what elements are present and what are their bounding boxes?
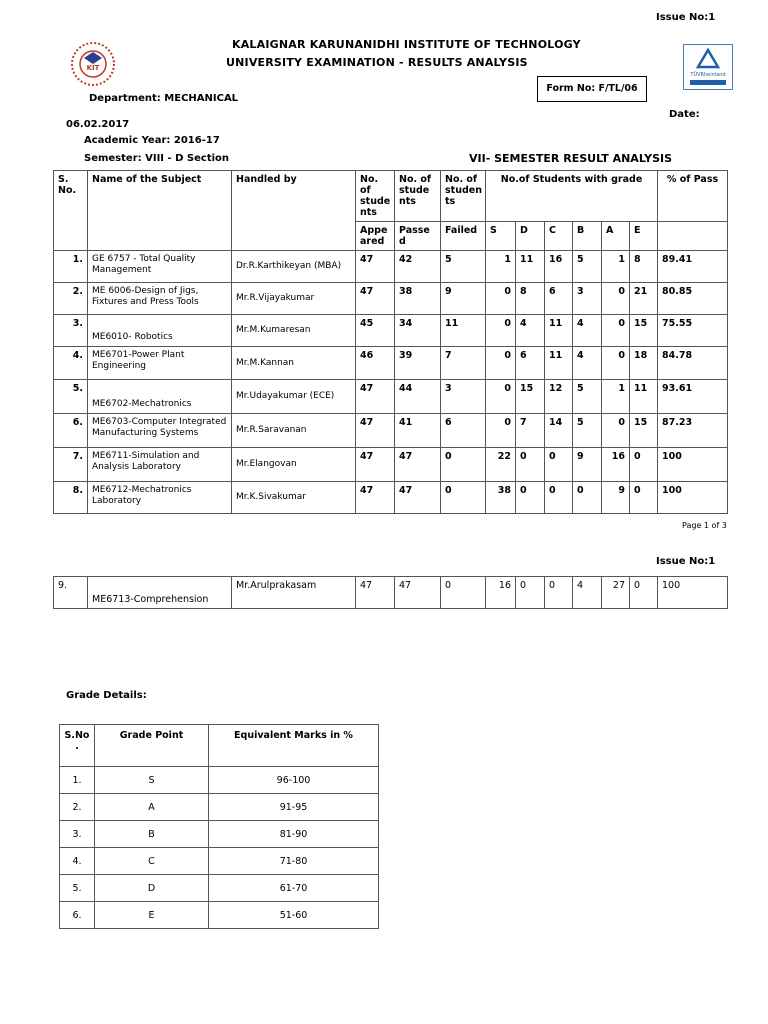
cell-b: 5 <box>573 414 602 448</box>
cell-pct: 100 <box>658 482 728 514</box>
table-row <box>54 251 728 283</box>
grade-cell-sno: 1. <box>60 767 95 794</box>
cell-d: 8 <box>516 283 545 315</box>
date-value: 06.02.2017 <box>66 119 130 130</box>
cell-d: 0 <box>516 577 545 609</box>
cell-s: 16 <box>486 577 516 609</box>
grade-cell-sno: 6. <box>60 902 95 929</box>
cell-a: 1 <box>602 380 630 414</box>
cell-a: 0 <box>602 315 630 347</box>
page-footer: Page 1 of 3 <box>682 521 727 530</box>
tuv-certification-logo <box>683 44 733 90</box>
cell-passed: 34 <box>395 315 441 347</box>
cell-pct: 75.55 <box>658 315 728 347</box>
cell-d: 15 <box>516 380 545 414</box>
cell-handled: Mr.R.Saravanan <box>232 414 356 448</box>
cell-b: 9 <box>573 448 602 482</box>
cell-pct: 84.78 <box>658 347 728 380</box>
grade-cell-point: S <box>95 767 209 794</box>
cell-passed: 42 <box>395 251 441 283</box>
grade-cell-sno: 2. <box>60 794 95 821</box>
cell-s: 0 <box>486 347 516 380</box>
header-grade-b: B <box>573 222 602 251</box>
cell-subject: GE 6757 - Total Quality Management <box>88 251 232 283</box>
header-grade-s: S <box>486 222 516 251</box>
cell-handled: Mr.M.Kannan <box>232 347 356 380</box>
grade-cell-sno: 3. <box>60 821 95 848</box>
cell-sno: 7. <box>54 448 88 482</box>
grade-cell-point: E <box>95 902 209 929</box>
cell-pct: 89.41 <box>658 251 728 283</box>
grade-cell-marks: 51-60 <box>209 902 379 929</box>
table-row <box>54 380 728 414</box>
cell-passed: 41 <box>395 414 441 448</box>
cell-failed: 0 <box>441 482 486 514</box>
header-grade-group: No.of Students with grade <box>486 171 658 222</box>
cell-subject: ME6713-Comprehension <box>88 577 232 609</box>
grade-cell-point: A <box>95 794 209 821</box>
grade-row <box>60 848 379 875</box>
cell-a: 16 <box>602 448 630 482</box>
cell-d: 0 <box>516 448 545 482</box>
cell-subject: ME6701-Power Plant Engineering <box>88 347 232 380</box>
grade-row <box>60 794 379 821</box>
cell-handled: Dr.R.Karthikeyan (MBA) <box>232 251 356 283</box>
analysis-title: VII- SEMESTER RESULT ANALYSIS <box>469 152 673 165</box>
header-handled-by: Handled by <box>232 171 356 251</box>
header-failed-top: No. of studen ts <box>441 171 486 222</box>
cell-e: 0 <box>630 482 658 514</box>
cell-failed: 0 <box>441 577 486 609</box>
header-pass-empty <box>658 222 728 251</box>
cell-appeared: 47 <box>356 577 395 609</box>
cell-pct: 80.85 <box>658 283 728 315</box>
cell-e: 18 <box>630 347 658 380</box>
grade-cell-point: C <box>95 848 209 875</box>
cell-pct: 87.23 <box>658 414 728 448</box>
grade-details-title: Grade Details: <box>66 690 147 701</box>
cell-pct: 100 <box>658 577 728 609</box>
cell-failed: 11 <box>441 315 486 347</box>
cell-appeared: 47 <box>356 251 395 283</box>
cell-s: 1 <box>486 251 516 283</box>
results-table-continued <box>53 576 728 609</box>
cell-c: 12 <box>545 380 573 414</box>
cell-c: 6 <box>545 283 573 315</box>
svg-text:KIT: KIT <box>86 64 100 72</box>
cell-c: 14 <box>545 414 573 448</box>
table-row <box>54 283 728 315</box>
header-failed: Failed <box>441 222 486 251</box>
header-passed-top: No. of stude nts <box>395 171 441 222</box>
cell-passed: 39 <box>395 347 441 380</box>
cell-subject: ME6703-Computer Integrated Manufacturing Systems <box>88 414 232 448</box>
institute-logo <box>60 38 126 86</box>
table-row <box>54 347 728 380</box>
grade-cell-marks: 71-80 <box>209 848 379 875</box>
cell-b: 3 <box>573 283 602 315</box>
grade-row <box>60 902 379 929</box>
results-table <box>53 170 728 514</box>
cell-b: 5 <box>573 380 602 414</box>
grade-cell-point: B <box>95 821 209 848</box>
cell-c: 0 <box>545 577 573 609</box>
cell-c: 11 <box>545 315 573 347</box>
cell-s: 0 <box>486 414 516 448</box>
header-appeared-top: No. of stude nts <box>356 171 395 222</box>
header-sno: S. No. <box>54 171 88 251</box>
academic-year: Academic Year: 2016-17 <box>84 135 220 146</box>
form-number-box: Form No: F/TL/06 <box>537 76 647 102</box>
cell-subject: ME6712-Mechatronics Laboratory <box>88 482 232 514</box>
cell-passed: 47 <box>395 448 441 482</box>
header-grade-c: C <box>545 222 573 251</box>
date-label: Date: <box>669 109 700 120</box>
cell-sno: 2. <box>54 283 88 315</box>
cell-sno: 3. <box>54 315 88 347</box>
cell-e: 8 <box>630 251 658 283</box>
institute-name: KALAIGNAR KARUNANIDHI INSTITUTE OF TECHNOLOGY <box>232 38 581 51</box>
cell-sno: 1. <box>54 251 88 283</box>
cell-handled: Mr.Arulprakasam <box>232 577 356 609</box>
semester-section: Semester: VIII - D Section <box>84 153 230 164</box>
cell-passed: 44 <box>395 380 441 414</box>
cell-b: 4 <box>573 347 602 380</box>
header-grade-e: E <box>630 222 658 251</box>
svg-text:TÜVRheinland: TÜVRheinland <box>690 72 726 78</box>
grade-cell-marks: 91-95 <box>209 794 379 821</box>
issue-number: Issue No:1 <box>656 12 716 23</box>
cell-c: 0 <box>545 448 573 482</box>
cell-appeared: 47 <box>356 482 395 514</box>
table-row <box>54 577 728 609</box>
cell-sno: 5. <box>54 380 88 414</box>
results-body <box>54 251 728 514</box>
cell-appeared: 47 <box>356 448 395 482</box>
cell-c: 0 <box>545 482 573 514</box>
cell-appeared: 47 <box>356 414 395 448</box>
cell-appeared: 45 <box>356 315 395 347</box>
grade-row <box>60 875 379 902</box>
cell-a: 0 <box>602 347 630 380</box>
cell-a: 27 <box>602 577 630 609</box>
cell-handled: Mr.K.Sivakumar <box>232 482 356 514</box>
grade-cell-marks: 96-100 <box>209 767 379 794</box>
cell-failed: 0 <box>441 448 486 482</box>
cell-handled: Mr.M.Kumaresan <box>232 315 356 347</box>
cell-failed: 5 <box>441 251 486 283</box>
cell-pct: 93.61 <box>658 380 728 414</box>
grade-cell-sno: 5. <box>60 875 95 902</box>
cell-b: 4 <box>573 315 602 347</box>
cell-sno: 6. <box>54 414 88 448</box>
cell-a: 0 <box>602 414 630 448</box>
cell-b: 4 <box>573 577 602 609</box>
header-pass-percent: % of Pass <box>658 171 728 222</box>
cell-c: 16 <box>545 251 573 283</box>
header-passed: Passe d <box>395 222 441 251</box>
cell-appeared: 47 <box>356 380 395 414</box>
cell-subject: ME 6006-Design of Jigs, Fixtures and Press Tools <box>88 283 232 315</box>
cell-e: 21 <box>630 283 658 315</box>
cell-sno: 8. <box>54 482 88 514</box>
cell-failed: 7 <box>441 347 486 380</box>
header-appeared: Appe ared <box>356 222 395 251</box>
cell-sno: 4. <box>54 347 88 380</box>
cell-sno: 9. <box>54 577 88 609</box>
cell-s: 38 <box>486 482 516 514</box>
cell-d: 6 <box>516 347 545 380</box>
cell-d: 7 <box>516 414 545 448</box>
cell-d: 4 <box>516 315 545 347</box>
table-row <box>54 448 728 482</box>
department: Department: MECHANICAL <box>89 93 239 104</box>
table-row <box>54 482 728 514</box>
cell-passed: 47 <box>395 482 441 514</box>
cell-passed: 47 <box>395 577 441 609</box>
cell-d: 11 <box>516 251 545 283</box>
header-grade-a: A <box>602 222 630 251</box>
cell-e: 0 <box>630 448 658 482</box>
cell-s: 0 <box>486 283 516 315</box>
table-row <box>54 315 728 347</box>
report-subtitle: UNIVERSITY EXAMINATION - RESULTS ANALYSIS <box>226 56 528 69</box>
grade-header-point: Grade Point <box>95 725 209 767</box>
cell-pct: 100 <box>658 448 728 482</box>
grade-cell-point: D <box>95 875 209 902</box>
cell-subject: ME6711-Simulation and Analysis Laboratory <box>88 448 232 482</box>
cell-a: 9 <box>602 482 630 514</box>
cell-a: 1 <box>602 251 630 283</box>
cell-passed: 38 <box>395 283 441 315</box>
header-subject: Name of the Subject <box>88 171 232 251</box>
cell-subject: ME6010- Robotics <box>88 315 232 347</box>
cell-subject: ME6702-Mechatronics <box>88 380 232 414</box>
grade-header-sno: S.No . <box>60 725 95 767</box>
cell-b: 5 <box>573 251 602 283</box>
cell-failed: 6 <box>441 414 486 448</box>
grade-row <box>60 821 379 848</box>
cell-e: 15 <box>630 315 658 347</box>
cell-handled: Mr.Udayakumar (ECE) <box>232 380 356 414</box>
grade-cell-marks: 81-90 <box>209 821 379 848</box>
cell-c: 11 <box>545 347 573 380</box>
cell-failed: 3 <box>441 380 486 414</box>
cell-handled: Mr.R.Vijayakumar <box>232 283 356 315</box>
cell-e: 0 <box>630 577 658 609</box>
grade-cell-marks: 61-70 <box>209 875 379 902</box>
grade-header-marks: Equivalent Marks in % <box>209 725 379 767</box>
cell-s: 0 <box>486 315 516 347</box>
cell-appeared: 47 <box>356 283 395 315</box>
grade-cell-sno: 4. <box>60 848 95 875</box>
cell-failed: 9 <box>441 283 486 315</box>
cell-s: 22 <box>486 448 516 482</box>
header-grade-d: D <box>516 222 545 251</box>
cell-b: 0 <box>573 482 602 514</box>
cell-e: 11 <box>630 380 658 414</box>
cell-a: 0 <box>602 283 630 315</box>
cell-s: 0 <box>486 380 516 414</box>
cell-e: 15 <box>630 414 658 448</box>
grade-details-table <box>59 724 379 929</box>
cell-appeared: 46 <box>356 347 395 380</box>
table-row <box>54 414 728 448</box>
grade-row <box>60 767 379 794</box>
cell-d: 0 <box>516 482 545 514</box>
issue-number-2: Issue No:1 <box>656 556 716 567</box>
cell-handled: Mr.Elangovan <box>232 448 356 482</box>
